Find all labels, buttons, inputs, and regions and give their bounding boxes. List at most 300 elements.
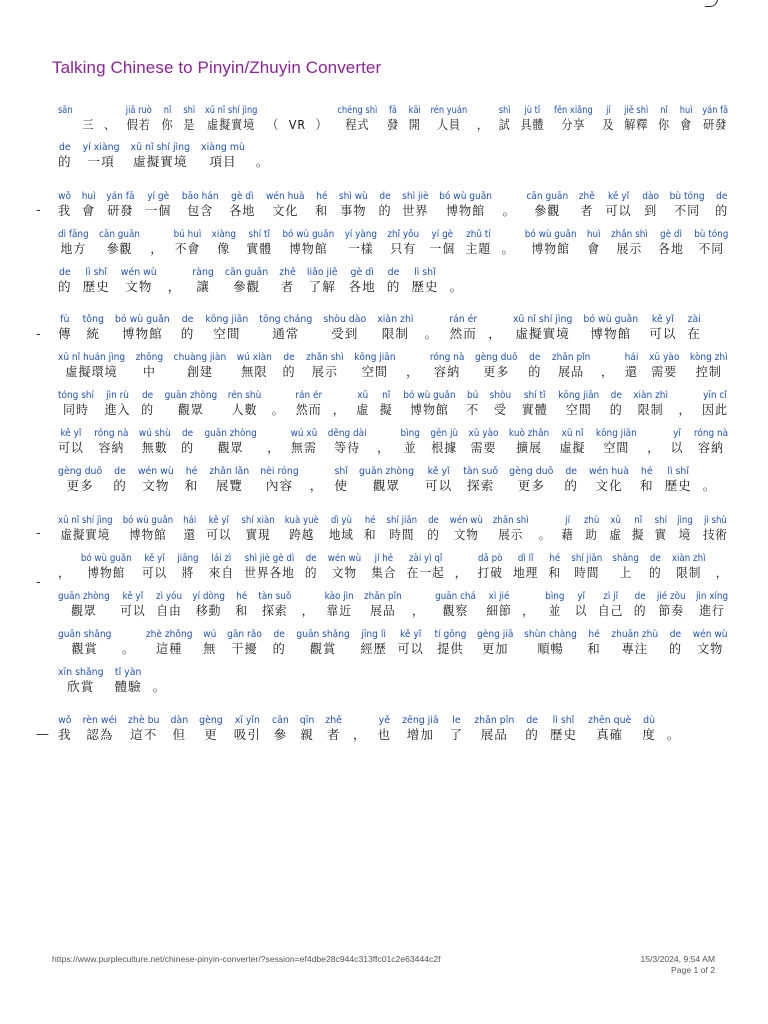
chinese-text: 一樣 <box>347 241 374 256</box>
chinese-text: ， <box>476 117 489 132</box>
chinese-text: 需要 <box>470 440 497 455</box>
pinyin-text: zì yóu <box>155 591 183 602</box>
chinese-text: 容納 <box>434 364 461 379</box>
word-token <box>477 104 489 133</box>
chinese-text: 世界 <box>402 203 429 218</box>
word-token <box>295 389 322 418</box>
pinyin-text: fēn xiǎng <box>554 105 593 116</box>
pinyin-text: ràng <box>192 267 214 278</box>
pinyin-text: sān <box>58 105 73 116</box>
word-token <box>380 389 393 418</box>
word-token <box>306 351 344 380</box>
chinese-text: 還 <box>624 364 639 379</box>
word-token <box>588 628 601 657</box>
word-token <box>228 389 262 418</box>
chinese-text: 虛擬實境 <box>515 326 570 341</box>
chinese-text: 還 <box>183 527 196 542</box>
word-token <box>571 552 602 581</box>
chinese-text: 展品 <box>558 364 585 379</box>
word-token <box>183 514 196 543</box>
text-line <box>58 514 728 543</box>
word-token <box>192 266 214 295</box>
pinyin-text: zhōng <box>135 352 164 363</box>
word-token <box>596 427 637 456</box>
chinese-text: 內容 <box>265 478 294 493</box>
word-token <box>58 228 89 257</box>
text-line <box>58 351 728 380</box>
word-token <box>528 351 541 380</box>
chinese-text: 可以 <box>649 326 677 341</box>
word-token <box>677 514 693 543</box>
chinese-text: 度 <box>642 727 656 742</box>
word-token <box>115 313 170 342</box>
pinyin-text: cān guān <box>99 229 140 240</box>
pinyin-text: xì jié <box>488 591 510 602</box>
word-token <box>522 389 548 418</box>
text-line <box>58 465 718 494</box>
word-token <box>259 313 312 342</box>
chinese-text: 上 <box>619 565 632 580</box>
chinese-text: 體驗 <box>114 679 142 694</box>
pinyin-text: kòng zhì <box>689 352 728 363</box>
word-token <box>165 389 218 418</box>
chinese-text: 世界各地 <box>244 565 295 580</box>
pinyin-text: wén wù <box>692 629 728 640</box>
word-token <box>82 190 96 219</box>
pinyin-text: de <box>305 553 317 564</box>
word-token <box>266 190 305 219</box>
chinese-text: ， <box>454 565 468 580</box>
pinyin-text: de <box>114 466 126 477</box>
chinese-text: 傳 <box>58 326 72 341</box>
pinyin-text: de <box>58 142 71 153</box>
word-token <box>168 266 182 295</box>
chinese-text: 參觀 <box>106 241 133 256</box>
word-token <box>205 313 248 342</box>
word-token <box>387 104 399 133</box>
chinese-text: 只有 <box>390 241 417 256</box>
pinyin-text: zhě <box>279 267 296 278</box>
pinyin-text: kuò zhǎn <box>508 428 550 439</box>
word-token <box>427 514 439 543</box>
pinyin-text: zēng jiā <box>402 715 439 726</box>
word-token <box>605 190 631 219</box>
pinyin-text: shòu dào <box>323 314 367 325</box>
pinyin-text: jìn xíng <box>695 591 729 602</box>
chinese-text: 的 <box>528 364 542 379</box>
word-token <box>171 714 189 743</box>
chinese-text: 的 <box>564 478 578 493</box>
chinese-text: 展示 <box>311 364 338 379</box>
pinyin-text: jì shù <box>703 515 727 526</box>
pinyin-text: de <box>58 267 71 278</box>
word-token <box>387 228 419 257</box>
word-token <box>463 465 498 494</box>
pinyin-text: dì fāng <box>58 229 89 240</box>
word-token <box>227 628 262 657</box>
word-token <box>58 313 72 342</box>
pinyin-text: wú <box>203 629 217 640</box>
chinese-text: 觀賞 <box>71 641 98 656</box>
pinyin-text: guān shǎng <box>58 629 112 640</box>
chinese-text: 不同 <box>674 203 701 218</box>
word-token <box>609 514 621 543</box>
word-token <box>353 714 367 743</box>
chinese-text: 各地 <box>658 241 684 256</box>
word-token <box>142 552 167 581</box>
word-token <box>359 465 414 494</box>
word-token <box>201 141 245 170</box>
pinyin-text: zhǎn pǐn <box>364 591 402 602</box>
chinese-text: 親 <box>300 727 314 742</box>
word-token <box>345 228 377 257</box>
pinyin-text: rán ér <box>295 390 323 401</box>
chinese-text: 的 <box>609 402 623 417</box>
pinyin-text: shí tǐ <box>523 390 546 401</box>
pinyin-text: yí gè <box>431 229 454 240</box>
chinese-text: 不同 <box>698 241 725 256</box>
chinese-text: 主題 <box>465 241 492 256</box>
chinese-text: 包含 <box>187 203 214 218</box>
pinyin-text: bù tóng <box>669 191 705 202</box>
chinese-text: 集合 <box>371 565 397 580</box>
pinyin-text: kōng jiān <box>354 352 396 363</box>
word-token <box>703 514 728 543</box>
chinese-text: 博物館 <box>289 241 328 256</box>
pinyin-text: hé <box>588 629 600 640</box>
pinyin-text: shòu <box>489 390 512 401</box>
word-token <box>649 552 662 581</box>
pinyin-text: xū nǐ shí jìng <box>130 142 191 153</box>
chinese-text: 博物館 <box>409 402 449 417</box>
word-token <box>83 313 104 342</box>
chinese-text: 認為 <box>86 727 114 742</box>
chinese-text: 可以 <box>425 478 453 493</box>
pinyin-text: jiǎ ruò <box>125 105 152 116</box>
chinese-text: 展示 <box>498 527 524 542</box>
chinese-text: 研發 <box>703 117 728 132</box>
pinyin-text: shí <box>654 515 667 526</box>
word-token <box>241 514 274 543</box>
word-token <box>687 313 701 342</box>
word-token <box>58 351 125 380</box>
word-token <box>671 427 684 456</box>
pinyin-text: kě yǐ <box>208 515 229 526</box>
word-token <box>206 514 231 543</box>
pinyin-text: xiàng mù <box>201 142 245 153</box>
pinyin-text: zhǎn pǐn <box>551 352 591 363</box>
pinyin-text: cān guān <box>526 191 569 202</box>
pinyin-text: fù <box>60 314 70 325</box>
corner-curl-mark <box>705 0 718 7</box>
chinese-text: 可以 <box>605 203 632 218</box>
word-token <box>667 714 681 743</box>
chinese-text: 來自 <box>208 565 235 580</box>
chinese-text: 者 <box>280 279 295 294</box>
word-token <box>225 266 268 295</box>
word-token <box>58 389 94 418</box>
pinyin-text: zhè zhǒng <box>145 629 193 640</box>
pinyin-text: róng nà <box>693 428 729 439</box>
chinese-text: 的 <box>378 203 392 218</box>
pinyin-text: hé <box>549 553 561 564</box>
pinyin-text: zhě <box>325 715 342 726</box>
pinyin-text: de <box>610 390 622 401</box>
word-token <box>680 104 693 133</box>
chinese-text: 展品 <box>480 727 508 742</box>
chinese-text: 歷史 <box>549 727 578 742</box>
pinyin-text: shí tǐ <box>248 229 270 240</box>
chinese-text: 的 <box>427 527 440 542</box>
chinese-text: 更 <box>204 727 218 742</box>
chinese-text: 增加 <box>406 727 434 742</box>
chinese-text: 助 <box>585 527 598 542</box>
word-token <box>486 590 512 619</box>
pinyin-text: rèn wéi <box>82 715 117 726</box>
word-token <box>204 427 256 456</box>
word-token <box>561 514 573 543</box>
word-token <box>310 465 324 494</box>
word-token <box>58 427 84 456</box>
pinyin-text: kě yǐ <box>399 629 422 640</box>
chinese-text: 使 <box>334 478 348 493</box>
chinese-text: 也 <box>377 727 392 742</box>
word-token <box>488 313 502 342</box>
word-token <box>611 628 658 657</box>
word-token <box>289 104 306 133</box>
chinese-text: 欣賞 <box>67 679 95 694</box>
word-token <box>328 427 367 456</box>
word-token <box>435 590 476 619</box>
word-token <box>121 266 157 295</box>
chinese-text: 和 <box>639 478 654 493</box>
chinese-text: 然而 <box>295 402 322 417</box>
word-token <box>658 104 670 133</box>
word-token <box>329 514 354 543</box>
chinese-text: 細節 <box>486 603 512 618</box>
chinese-text: 了解 <box>308 279 336 294</box>
pinyin-text: gèng <box>199 715 223 726</box>
pinyin-text: chéng shì <box>337 105 378 116</box>
chinese-text: 展品 <box>370 603 396 618</box>
chinese-text: 和 <box>548 565 562 580</box>
word-token <box>539 514 551 543</box>
chinese-text: 的 <box>181 440 194 455</box>
pinyin-text: yǐ <box>673 428 681 439</box>
word-token <box>354 351 395 380</box>
chinese-text: 。 <box>255 154 270 169</box>
text-line <box>58 666 718 695</box>
pinyin-text: hé <box>316 191 328 202</box>
word-token <box>450 514 483 543</box>
word-token <box>139 427 171 456</box>
word-token <box>647 427 660 456</box>
pinyin-text: wén huà <box>588 466 629 477</box>
word-token <box>323 313 366 342</box>
chinese-text: 根據 <box>431 440 458 455</box>
chinese-text: 解釋 <box>624 117 649 132</box>
chinese-text: 統 <box>86 326 101 341</box>
pinyin-text: xū <box>610 515 621 526</box>
chinese-text: 展覽 <box>215 478 243 493</box>
word-token <box>138 465 174 494</box>
chinese-text: ， <box>167 279 182 294</box>
word-token <box>548 552 561 581</box>
word-token <box>325 590 354 619</box>
word-token <box>624 104 648 133</box>
word-token <box>315 190 328 219</box>
word-token <box>493 514 529 543</box>
chinese-text: 真確 <box>596 727 624 742</box>
word-token <box>715 190 728 219</box>
word-token <box>131 141 191 170</box>
pinyin-text: wén wù <box>327 553 362 564</box>
chinese-text: 。 <box>271 402 285 417</box>
chinese-text: 你 <box>658 117 671 132</box>
chinese-text: 和 <box>315 203 329 218</box>
chinese-text: 空間 <box>603 440 630 455</box>
pinyin-text: jīng lì <box>361 629 386 640</box>
chinese-text: 者 <box>326 727 341 742</box>
word-token <box>502 228 515 257</box>
pinyin-text: hái <box>624 352 639 363</box>
pinyin-text: dù <box>643 715 656 726</box>
chinese-text: 可以 <box>397 641 424 656</box>
word-token <box>634 590 647 619</box>
chinese-text: 吸引 <box>233 727 261 742</box>
chinese-text: 觀眾 <box>217 440 244 455</box>
chinese-text: ， <box>377 440 391 455</box>
word-token <box>136 351 163 380</box>
text-line <box>58 427 729 456</box>
chinese-text: 程式 <box>345 117 370 132</box>
pinyin-text: wú xū <box>290 428 318 439</box>
pinyin-text: xiàn zhì <box>671 553 706 564</box>
text-line <box>58 228 729 257</box>
chinese-text: 這不 <box>130 727 158 742</box>
chinese-text: 實現 <box>245 527 271 542</box>
word-token <box>378 190 391 219</box>
chinese-text: ， <box>150 241 164 256</box>
word-token <box>678 389 691 418</box>
pinyin-text: yí xiàng <box>82 142 120 153</box>
word-token <box>174 351 227 380</box>
pinyin-text: zhè bu <box>127 715 160 726</box>
word-token <box>246 228 272 257</box>
word-token <box>94 427 128 456</box>
pinyin-text: kě yǐ <box>427 466 450 477</box>
chinese-text: 的 <box>668 641 683 656</box>
chinese-text: 。 <box>702 478 717 493</box>
chinese-text: 探索 <box>262 603 288 618</box>
pinyin-text: zài yì qǐ <box>408 553 443 564</box>
chinese-text: 和 <box>587 641 601 656</box>
chinese-text: 博物館 <box>121 326 163 341</box>
chinese-text: 時間 <box>389 527 415 542</box>
word-token <box>431 104 468 133</box>
chinese-text: 虛 <box>609 527 622 542</box>
chinese-text: 參觀 <box>232 279 261 294</box>
chinese-text: 需要 <box>651 364 678 379</box>
word-token <box>237 351 272 380</box>
word-token <box>291 427 318 456</box>
pinyin-text: xū nǐ shí jìng <box>58 515 113 526</box>
pinyin-text: bāo hán <box>181 191 219 202</box>
word-token <box>58 266 72 295</box>
pinyin-text: bú <box>466 390 479 401</box>
pinyin-text: liǎo jiě <box>306 267 338 278</box>
chinese-text: 到 <box>644 203 658 218</box>
chinese-text: ， <box>600 364 615 379</box>
footer-page-number: Page 1 of 2 <box>671 965 715 975</box>
chinese-text: ， <box>309 478 324 493</box>
word-token <box>156 590 182 619</box>
pinyin-text: de <box>141 390 154 401</box>
pinyin-text: nǐ <box>660 105 668 116</box>
word-token <box>702 104 728 133</box>
word-token <box>588 714 631 743</box>
chinese-text: ， <box>647 440 661 455</box>
chinese-text: 人數 <box>231 402 258 417</box>
pinyin-text: xī yǐn <box>234 715 260 726</box>
chinese-text: 時間 <box>574 565 600 580</box>
word-token <box>58 190 71 219</box>
pinyin-text: kāi <box>408 105 421 116</box>
chinese-text: ， <box>406 364 420 379</box>
word-token <box>377 427 390 456</box>
word-token <box>669 628 682 657</box>
pinyin-text: qīn <box>299 715 315 726</box>
chinese-text: 但 <box>172 727 187 742</box>
word-token <box>183 104 195 133</box>
word-token <box>58 714 72 743</box>
margin-dash: - <box>36 575 41 590</box>
chinese-text: 的 <box>180 326 195 341</box>
chinese-text: 節奏 <box>658 603 685 618</box>
chinese-text: 文化 <box>595 478 623 493</box>
word-token <box>307 266 338 295</box>
pinyin-text: de <box>649 553 661 564</box>
chinese-text: 觀眾 <box>372 478 401 493</box>
word-token <box>564 465 578 494</box>
word-token <box>99 228 140 257</box>
word-token <box>579 190 595 219</box>
pinyin-text: shì <box>498 105 511 116</box>
pinyin-text: wú shù <box>138 428 171 439</box>
pinyin-text: jìng <box>677 515 693 526</box>
pinyin-text: zhǎn shì <box>306 352 344 363</box>
chinese-text: 等待 <box>334 440 361 455</box>
word-token <box>490 389 512 418</box>
text-line <box>58 389 728 418</box>
word-token <box>702 389 728 418</box>
chinese-text: 更加 <box>482 641 509 656</box>
word-token <box>181 427 194 456</box>
chinese-text: 我 <box>58 203 72 218</box>
word-token <box>554 104 593 133</box>
pinyin-text: yí gè <box>147 191 170 202</box>
chinese-text: 在 <box>687 326 702 341</box>
chinese-text: 的 <box>633 603 647 618</box>
chinese-text: 。 <box>666 727 681 742</box>
pinyin-text: jí <box>606 105 611 116</box>
pinyin-text: yīn cǐ <box>703 390 727 401</box>
word-token <box>409 104 421 133</box>
word-token <box>477 628 513 657</box>
pinyin-text: gèng duō <box>475 352 518 363</box>
word-token <box>82 104 94 133</box>
chinese-text: 地理 <box>513 565 539 580</box>
